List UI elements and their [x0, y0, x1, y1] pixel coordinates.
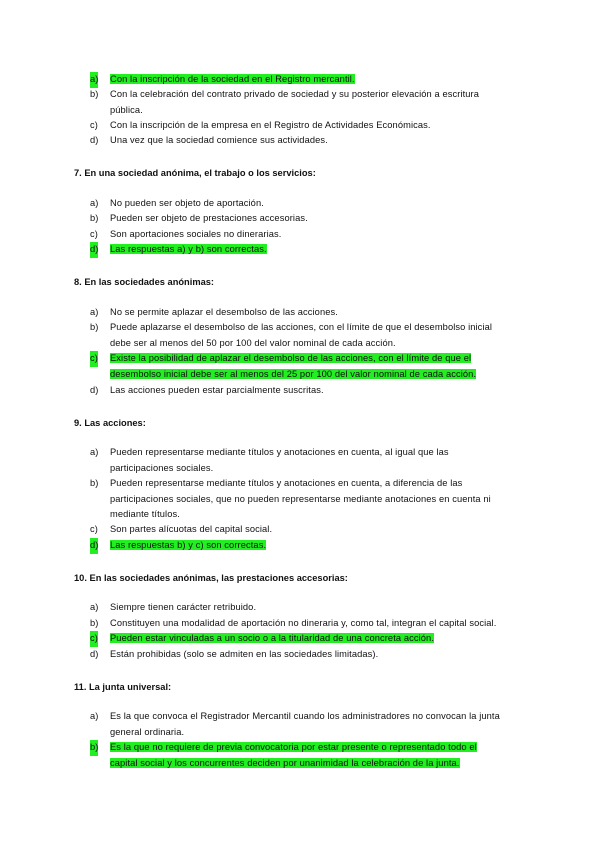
option-letter: b): [90, 478, 99, 488]
option-letter: d): [90, 649, 99, 659]
option-letter: a): [90, 72, 98, 88]
option-text: Las respuestas b) y c) son correctas.: [110, 540, 267, 550]
q9-option-a: [90, 445, 530, 476]
option-text: capital social y los concurrentes deciden por unanimidad la celebración de la junta.: [110, 757, 460, 768]
q10-option-b: [90, 616, 530, 632]
option-text: Son aportaciones sociales no dinerarias.: [110, 229, 282, 239]
option-text: participaciones sociales, que no pueden representarse mediante anotaciones en cuenta ni: [110, 493, 491, 504]
option-letter: a): [90, 602, 99, 612]
option-text: No pueden ser objeto de aportación.: [110, 198, 264, 208]
option-letter: d): [90, 538, 98, 554]
option-text: Con la inscripción de la empresa en el Registro de Actividades Económicas.: [110, 120, 431, 130]
option-letter: d): [90, 135, 99, 145]
option-text: Con la celebración del contrato privado de sociedad y su posterior elevación a escritura: [110, 89, 479, 99]
question-7-title: 7. En una sociedad anónima, el trabajo o los servicios:: [74, 168, 316, 178]
option-text: Están prohibidas (solo se admiten en las sociedades limitadas).: [110, 649, 379, 659]
option-text: Puede aplazarse el desembolso de las acciones, con el límite de que el desembolso inicial: [110, 322, 493, 332]
option-text: Es la que convoca el Registrador Mercantil cuando los administradores no convocan la junta: [110, 711, 500, 721]
option-letter: b): [90, 322, 99, 332]
option-letter: b): [90, 740, 98, 756]
option-letter: c): [90, 229, 98, 239]
q9-option-c: [90, 522, 530, 538]
q8-option-a: [90, 305, 530, 321]
option-text: Pueden representarse mediante títulos y anotaciones en cuenta, a diferencia de las: [110, 478, 463, 488]
option-text: Pueden representarse mediante títulos y anotaciones en cuenta, al igual que las: [110, 447, 449, 457]
option-letter: a): [90, 711, 99, 721]
q9-option-b: [90, 476, 530, 523]
option-text: Es la que no requiere de previa convocatoria por estar presente o representado todo el: [110, 742, 477, 752]
option-text: mediante títulos.: [110, 509, 180, 519]
option-text: debe ser al menos del 50 por 100 del valor nominal de cada acción.: [110, 337, 396, 348]
option-text: Constituyen una modalidad de aportación no dineraria y, como tal, integran el capital social.: [110, 618, 497, 628]
question-8-title: 8. En las sociedades anónimas:: [74, 277, 215, 287]
q7-option-a: [90, 196, 530, 212]
option-text: Las acciones pueden estar parcialmente suscritas.: [110, 385, 324, 395]
option-letter: b): [90, 213, 99, 223]
option-letter: c): [90, 524, 98, 534]
prev-option-b: [90, 87, 530, 118]
option-text: Con la inscripción de la sociedad en el Registro mercantil.: [110, 74, 355, 84]
q8-option-b: [90, 320, 530, 351]
option-letter: b): [90, 618, 99, 628]
option-text: pública.: [110, 104, 143, 115]
prev-option-d: [90, 133, 530, 149]
q11-option-b: [90, 740, 530, 771]
option-letter: c): [90, 631, 98, 647]
option-letter: a): [90, 198, 99, 208]
option-letter: d): [90, 242, 98, 258]
option-text: participaciones sociales.: [110, 462, 214, 473]
question-9-title: 9. Las acciones:: [74, 418, 146, 428]
option-text: general ordinaria.: [110, 726, 185, 737]
q10-option-c: [90, 631, 530, 647]
option-text: Siempre tienen carácter retribuido.: [110, 602, 257, 612]
option-text: Son partes alícuotas del capital social.: [110, 524, 273, 534]
prev-option-c: [90, 118, 530, 134]
q10-option-d: [90, 647, 530, 663]
prev-option-a: [90, 72, 530, 88]
option-text: Existe la posibilidad de aplazar el desembolso de las acciones, con el límite de que el: [110, 353, 472, 363]
option-letter: d): [90, 385, 99, 395]
q7-option-c: [90, 227, 530, 243]
q10-option-a: [90, 600, 530, 616]
question-10-title: 10. En las sociedades anónimas, las prestaciones accesorias:: [74, 573, 348, 583]
option-letter: b): [90, 89, 99, 99]
option-text: Las respuestas a) y b) son correctas.: [110, 244, 267, 254]
question-11-title: 11. La junta universal:: [74, 682, 172, 692]
option-text: No se permite aplazar el desembolso de las acciones.: [110, 307, 338, 317]
q7-option-b: [90, 211, 530, 227]
option-letter: a): [90, 307, 99, 317]
option-text: Pueden estar vinculadas a un socio o a la titularidad de una concreta acción.: [110, 633, 434, 643]
q11-option-a: [90, 709, 530, 740]
option-letter: c): [90, 351, 98, 367]
option-text: Una vez que la sociedad comience sus actividades.: [110, 135, 328, 145]
option-letter: a): [90, 447, 99, 457]
option-text: desembolso inicial debe ser al menos del 25 por 100 del valor nominal de cada acción.: [110, 368, 477, 379]
option-letter: c): [90, 120, 98, 130]
q7-option-d: [90, 242, 530, 258]
q8-option-d: [90, 383, 530, 399]
q9-option-d: [90, 538, 530, 554]
option-text: Pueden ser objeto de prestaciones accesorias.: [110, 213, 308, 223]
q8-option-c: [90, 351, 530, 382]
